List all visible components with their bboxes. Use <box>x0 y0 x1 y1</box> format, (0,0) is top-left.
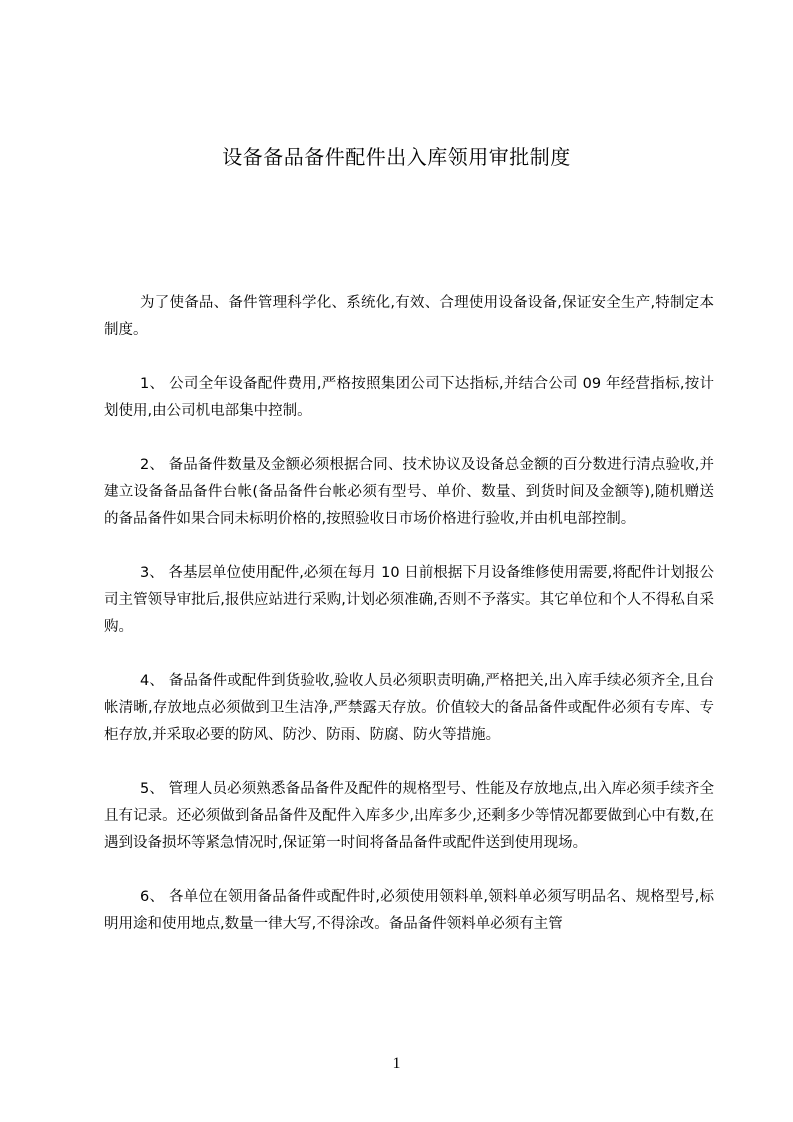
paragraph-4: 4、 备品备件或配件到货验收,验收人员必须职责明确,严格把关,出入库手续必须齐全,且台帐清晰,存放地点必须做到卫生洁净,严禁露天存放。价值较大的备品备件或配件必须有专库、专柜存放,并采取必要的防风、防沙、防雨、防腐、防火等措施。 <box>104 673 714 743</box>
paragraph-intro: 为了使备品、备件管理科学化、系统化,有效、合理使用设备设备,保证安全生产,特制定本制度。 <box>104 295 714 338</box>
paragraph-5: 5、 管理人员必须熟悉备品备件及配件的规格型号、性能及存放地点,出入库必须手续齐全且有记录。还必须做到备品备件及配件入库多少,出库多少,还剩多少等情况都要做到心中有数,在遇到设备损坏等紧急情况时,保证第一时间将备品备件或配件送到使用现场。 <box>104 781 714 851</box>
paragraph-3: 3、 各基层单位使用配件,必须在每月 10 日前根据下月设备维修使用需要,将配件计划报公司主管领导审批后,报供应站进行采购,计划必须准确,否则不予落实。其它单位和个人不得私自采购。 <box>104 565 714 635</box>
page-number: 1 <box>392 1055 401 1072</box>
paragraph-2: 2、 备品备件数量及金额必须根据合同、技术协议及设备总金额的百分数进行清点验收,并建立设备备品备件台帐(备品备件台帐必须有型号、单价、数量、到货时间及金额等),随机赠送的备品备件如果合同未标明价格的,按照验收日市场价格进行验收,并由机电部控制。 <box>104 457 714 527</box>
paragraph-1: 1、 公司全年设备配件费用,严格按照集团公司下达指标,并结合公司 09 年经营指标,按计划使用,由公司机电部集中控制。 <box>104 376 714 419</box>
document-body <box>104 290 714 965</box>
document-title: 设备备品备件配件出入库领用审批制度 <box>222 145 571 169</box>
paragraph-6: 6、 各单位在领用备品备件或配件时,必须使用领料单,领料单必须写明品名、规格型号,标明用途和使用地点,数量一律大写,不得涂改。备品备件领料单必须有主管 <box>104 889 714 932</box>
